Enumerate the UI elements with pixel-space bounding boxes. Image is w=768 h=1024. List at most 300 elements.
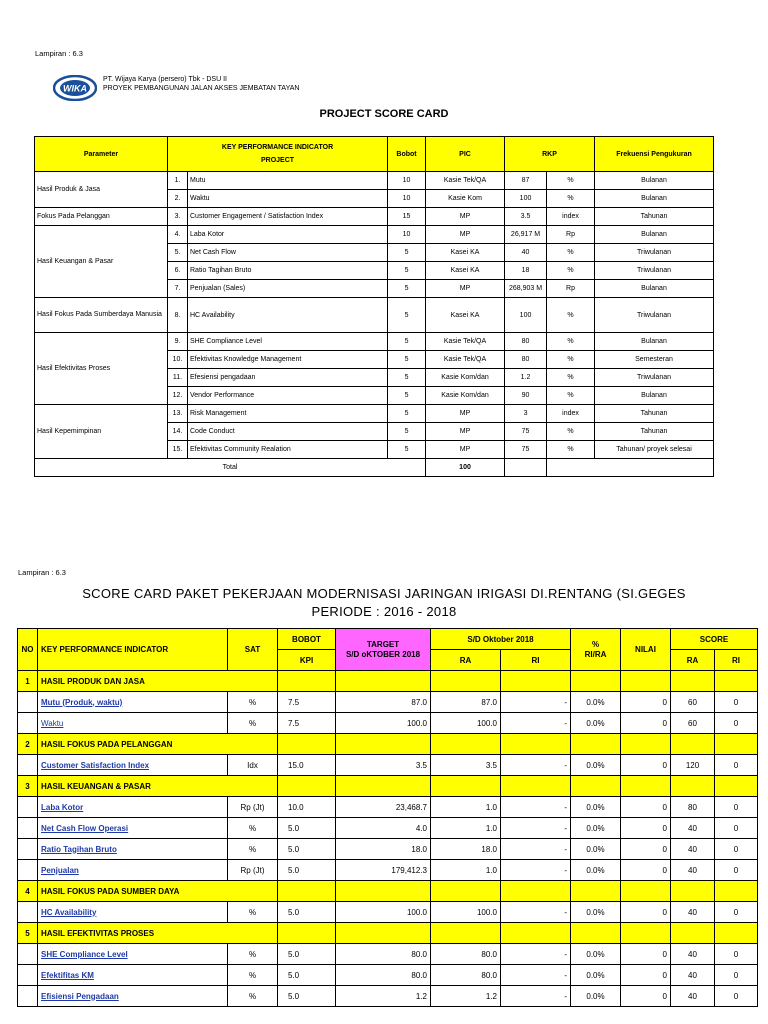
- pct-cell: 0.0%: [571, 965, 621, 986]
- pic-cell: Kasei KA: [426, 244, 505, 262]
- sat-cell: %: [228, 944, 278, 965]
- rkp-value: 90: [505, 387, 547, 405]
- pct-cell: 0.0%: [571, 860, 621, 881]
- target-cell: 3.5: [336, 755, 431, 776]
- ra-cell: 87.0: [431, 692, 501, 713]
- sat-cell: Rp (Jt): [228, 797, 278, 818]
- bobot-cell: 5: [388, 244, 426, 262]
- score-card-table: [17, 628, 758, 1007]
- rkp-value: 40: [505, 244, 547, 262]
- company-info: [103, 76, 299, 93]
- header-pic: PIC: [426, 137, 505, 172]
- header-pct: [571, 629, 621, 671]
- ra-cell: 100.0: [431, 713, 501, 734]
- pic-cell: Kasei KA: [426, 262, 505, 280]
- kpi-link[interactable]: [38, 944, 228, 965]
- rkp-value: 3: [505, 405, 547, 423]
- pic-cell: MP: [426, 280, 505, 298]
- score-ra-cell: 40: [671, 860, 715, 881]
- bobot-cell: 5: [388, 441, 426, 459]
- section-label: HASIL PRODUK DAN JASA: [38, 671, 278, 692]
- kpi-link[interactable]: [38, 755, 228, 776]
- kpi-link[interactable]: [38, 986, 228, 1007]
- pic-cell: Kasie Tek/QA: [426, 351, 505, 369]
- pic-cell: Kasie Tek/QA: [426, 333, 505, 351]
- kpi-name[interactable]: Customer Satisfaction Index: [41, 760, 150, 770]
- bobot-cell: 10: [388, 226, 426, 244]
- frekuensi-cell: Triwulanan: [595, 262, 714, 280]
- ra-cell: 1.0: [431, 818, 501, 839]
- frekuensi-cell: Tahunan: [595, 208, 714, 226]
- header-score-ra: RA: [671, 650, 715, 671]
- rkp-value: 75: [505, 441, 547, 459]
- ri-cell: -: [501, 797, 571, 818]
- sat-cell: Idx: [228, 755, 278, 776]
- section-no: 3: [18, 776, 38, 797]
- project-score-card-table: [34, 136, 714, 477]
- kpi-no: 6.: [168, 262, 188, 280]
- bobot-cell: 5.0: [278, 839, 336, 860]
- parameter-cell: Hasil Fokus Pada Sumberdaya Manusia: [35, 298, 168, 333]
- parameter-cell: Hasil Kepemimpinan: [35, 405, 168, 459]
- frekuensi-cell: Triwulanan: [595, 369, 714, 387]
- pic-cell: Kasei KA: [426, 298, 505, 333]
- section-label: HASIL EFEKTIVITAS PROSES: [38, 923, 278, 944]
- kpi-no: 10.: [168, 351, 188, 369]
- rkp-value: 80: [505, 333, 547, 351]
- header-bobot-kpi: KPI: [278, 650, 336, 671]
- ra-cell: 3.5: [431, 755, 501, 776]
- score-ra-cell: 80: [671, 797, 715, 818]
- ri-cell: -: [501, 986, 571, 1007]
- kpi-no: 9.: [168, 333, 188, 351]
- rkp-unit: %: [547, 423, 595, 441]
- pct-cell: 0.0%: [571, 692, 621, 713]
- bobot-cell: 15: [388, 208, 426, 226]
- kpi-name[interactable]: SHE Compliance Level: [41, 949, 128, 959]
- header-bobot: Bobot: [388, 137, 426, 172]
- rkp-unit: %: [547, 369, 595, 387]
- nilai-cell: 0: [621, 965, 671, 986]
- pct-cell: 0.0%: [571, 902, 621, 923]
- kpi-name[interactable]: Laba Kotor: [41, 802, 84, 812]
- table-row: [18, 818, 758, 839]
- frekuensi-cell: Bulanan: [595, 226, 714, 244]
- header-kpi: KEY PERFORMANCE INDICATOR: [38, 629, 228, 671]
- kpi-name[interactable]: Penjualan: [41, 865, 79, 875]
- nilai-cell: 0: [621, 839, 671, 860]
- pct-cell: 0.0%: [571, 755, 621, 776]
- pic-cell: Kasie Kom/dan: [426, 387, 505, 405]
- parameter-cell: Fokus Pada Pelanggan: [35, 208, 168, 226]
- nilai-cell: 0: [621, 755, 671, 776]
- score-ra-cell: 40: [671, 986, 715, 1007]
- target-cell: 1.2: [336, 986, 431, 1007]
- kpi-link[interactable]: [38, 965, 228, 986]
- pct-cell: 0.0%: [571, 713, 621, 734]
- bobot-cell: 7.5: [278, 692, 336, 713]
- kpi-name[interactable]: Waktu: [41, 718, 64, 728]
- header-ri: RI: [501, 650, 571, 671]
- rkp-value: 100: [505, 298, 547, 333]
- header-kpi-line1: KEY PERFORMANCE INDICATOR: [221, 144, 334, 151]
- kpi-name: Mutu: [188, 172, 388, 190]
- score-ri-cell: 0: [715, 986, 758, 1007]
- kpi-name: Customer Engagement / Satisfaction Index: [188, 208, 388, 226]
- frekuensi-cell: Bulanan: [595, 190, 714, 208]
- ri-cell: -: [501, 692, 571, 713]
- table-row: [18, 755, 758, 776]
- bobot-cell: 5.0: [278, 965, 336, 986]
- kpi-link[interactable]: [38, 860, 228, 881]
- header-target: [336, 629, 431, 671]
- table-row: [35, 208, 714, 226]
- table-row: [18, 797, 758, 818]
- header-pct-line2: RI/RA: [584, 649, 607, 659]
- kpi-name: Ratio Tagihan Bruto: [188, 262, 388, 280]
- rkp-unit: index: [547, 208, 595, 226]
- section-no: 5: [18, 923, 38, 944]
- pic-cell: MP: [426, 441, 505, 459]
- rkp-unit: %: [547, 262, 595, 280]
- pic-cell: MP: [426, 405, 505, 423]
- nilai-cell: 0: [621, 818, 671, 839]
- kpi-name: Risk Management: [188, 405, 388, 423]
- score-ri-cell: 0: [715, 839, 758, 860]
- score-ra-cell: 40: [671, 818, 715, 839]
- bobot-cell: 15.0: [278, 755, 336, 776]
- rkp-unit: Rp: [547, 226, 595, 244]
- kpi-name: Penjualan (Sales): [188, 280, 388, 298]
- pct-cell: 0.0%: [571, 944, 621, 965]
- score-ra-cell: 60: [671, 692, 715, 713]
- bobot-cell: 5: [388, 351, 426, 369]
- nilai-cell: 0: [621, 713, 671, 734]
- section-row: [18, 923, 758, 944]
- kpi-name: Efektivitas Community Realation: [188, 441, 388, 459]
- table-row: [18, 902, 758, 923]
- ri-cell: -: [501, 944, 571, 965]
- sat-cell: %: [228, 986, 278, 1007]
- parameter-cell: Hasil Efektivitas Proses: [35, 333, 168, 405]
- header-sd-oktober: S/D Oktober 2018: [431, 629, 571, 650]
- header-target-line2: S/D oKTOBER 2018: [345, 649, 421, 659]
- score-card-period: PERIODE : 2016 - 2018: [311, 604, 457, 619]
- target-cell: 179,412.3: [336, 860, 431, 881]
- table-row: [18, 860, 758, 881]
- section-label: HASIL KEUANGAN & PASAR: [38, 776, 278, 797]
- pct-cell: 0.0%: [571, 818, 621, 839]
- kpi-no: 12.: [168, 387, 188, 405]
- sat-cell: %: [228, 902, 278, 923]
- kpi-name[interactable]: Net Cash Flow Operasi: [41, 823, 129, 833]
- ra-cell: 1.2: [431, 986, 501, 1007]
- parameter-cell: Hasil Produk & Jasa: [35, 172, 168, 208]
- nilai-cell: 0: [621, 902, 671, 923]
- rkp-value: 75: [505, 423, 547, 441]
- rkp-unit: %: [547, 298, 595, 333]
- section-row: [18, 671, 758, 692]
- rkp-value: 80: [505, 351, 547, 369]
- score-ra-cell: 60: [671, 713, 715, 734]
- section-no: 4: [18, 881, 38, 902]
- sat-cell: %: [228, 818, 278, 839]
- score-ri-cell: 0: [715, 902, 758, 923]
- frekuensi-cell: Tahunan: [595, 405, 714, 423]
- header-kpi: [168, 137, 388, 172]
- section-label: HASIL FOKUS PADA PELANGGAN: [38, 734, 278, 755]
- section-no: 1: [18, 671, 38, 692]
- frekuensi-cell: Bulanan: [595, 333, 714, 351]
- header-bobot: BOBOT: [278, 629, 336, 650]
- header-ra: RA: [431, 650, 501, 671]
- kpi-no: 14.: [168, 423, 188, 441]
- table-header: [35, 137, 714, 172]
- kpi-name: Net Cash Flow: [188, 244, 388, 262]
- score-ri-cell: 0: [715, 692, 758, 713]
- pic-cell: MP: [426, 208, 505, 226]
- kpi-name[interactable]: Ratio Tagihan Bruto: [41, 844, 117, 854]
- rkp-unit: Rp: [547, 280, 595, 298]
- kpi-name[interactable]: Mutu (Produk, waktu): [41, 697, 123, 707]
- bobot-cell: 10: [388, 172, 426, 190]
- bobot-cell: 5: [388, 333, 426, 351]
- kpi-link[interactable]: [38, 902, 228, 923]
- table-row: [18, 965, 758, 986]
- table-row: [35, 333, 714, 351]
- pic-cell: Kasie Kom/dan: [426, 369, 505, 387]
- bobot-cell: 5.0: [278, 860, 336, 881]
- kpi-name: Code Conduct: [188, 423, 388, 441]
- kpi-name: Waktu: [188, 190, 388, 208]
- rkp-value: 18: [505, 262, 547, 280]
- score-ra-cell: 40: [671, 965, 715, 986]
- pic-cell: MP: [426, 423, 505, 441]
- kpi-no: 5.: [168, 244, 188, 262]
- kpi-name: HC Availability: [188, 298, 388, 333]
- bobot-cell: 5.0: [278, 944, 336, 965]
- rkp-unit: %: [547, 172, 595, 190]
- kpi-no: 7.: [168, 280, 188, 298]
- header-pct-line1: %: [591, 639, 600, 649]
- bobot-cell: 7.5: [278, 713, 336, 734]
- project-name: PROYEK PEMBANGUNAN JALAN AKSES JEMBATAN TAYAN: [103, 84, 300, 92]
- sat-cell: Rp (Jt): [228, 860, 278, 881]
- kpi-link[interactable]: [38, 839, 228, 860]
- bobot-cell: 5: [388, 262, 426, 280]
- table-row: [35, 405, 714, 423]
- section-row: [18, 734, 758, 755]
- pct-cell: 0.0%: [571, 797, 621, 818]
- rkp-unit: %: [547, 351, 595, 369]
- nilai-cell: 0: [621, 986, 671, 1007]
- total-value: 100: [426, 459, 505, 477]
- kpi-no: 15.: [168, 441, 188, 459]
- ra-cell: 80.0: [431, 965, 501, 986]
- svg-text:WIKA: WIKA: [63, 83, 87, 94]
- pct-cell: 0.0%: [571, 986, 621, 1007]
- score-ra-cell: 40: [671, 839, 715, 860]
- table-row: [18, 839, 758, 860]
- kpi-name: Efektivitas Knowledge Management: [188, 351, 388, 369]
- sat-cell: %: [228, 713, 278, 734]
- nilai-cell: 0: [621, 860, 671, 881]
- score-ri-cell: 0: [715, 713, 758, 734]
- ri-cell: -: [501, 965, 571, 986]
- lampiran-label-2: Lampiran : 6.3: [18, 568, 66, 577]
- ri-cell: -: [501, 902, 571, 923]
- score-header-row-1: [18, 629, 758, 650]
- bobot-cell: 5: [388, 298, 426, 333]
- ra-cell: 1.0: [431, 860, 501, 881]
- table-row: [18, 713, 758, 734]
- bobot-cell: 5.0: [278, 902, 336, 923]
- header-parameter: Parameter: [35, 137, 168, 172]
- kpi-link[interactable]: [38, 818, 228, 839]
- bobot-cell: 10.0: [278, 797, 336, 818]
- score-ri-cell: 0: [715, 965, 758, 986]
- kpi-link[interactable]: [38, 692, 228, 713]
- total-row: [35, 459, 714, 477]
- bobot-cell: 5: [388, 423, 426, 441]
- header-rkp: RKP: [505, 137, 595, 172]
- score-ra-cell: 40: [671, 902, 715, 923]
- kpi-name[interactable]: Efisiensi Pengadaan: [41, 991, 119, 1001]
- header-score: SCORE: [671, 629, 758, 650]
- ri-cell: -: [501, 839, 571, 860]
- ra-cell: 18.0: [431, 839, 501, 860]
- table-row: [35, 226, 714, 244]
- kpi-name: SHE Compliance Level: [188, 333, 388, 351]
- ri-cell: -: [501, 713, 571, 734]
- score-ri-cell: 0: [715, 818, 758, 839]
- table-row: [18, 986, 758, 1007]
- pic-cell: Kasie Tek/QA: [426, 172, 505, 190]
- section-no: 2: [18, 734, 38, 755]
- pic-cell: MP: [426, 226, 505, 244]
- kpi-no: 11.: [168, 369, 188, 387]
- target-cell: 80.0: [336, 965, 431, 986]
- bobot-cell: 5: [388, 369, 426, 387]
- ri-cell: -: [501, 818, 571, 839]
- frekuensi-cell: Bulanan: [595, 387, 714, 405]
- table-row: [18, 692, 758, 713]
- kpi-no: 13.: [168, 405, 188, 423]
- bobot-cell: 5: [388, 405, 426, 423]
- frekuensi-cell: Triwulanan: [595, 244, 714, 262]
- kpi-link[interactable]: [38, 797, 228, 818]
- bobot-cell: 5: [388, 387, 426, 405]
- kpi-name[interactable]: HC Availability: [41, 907, 97, 917]
- section-row: [18, 776, 758, 797]
- kpi-link[interactable]: [38, 713, 228, 734]
- kpi-no: 8.: [168, 298, 188, 333]
- header-frekuensi: Frekuensi Pengukuran: [595, 137, 714, 172]
- score-ra-cell: 120: [671, 755, 715, 776]
- header-score-ri: RI: [715, 650, 758, 671]
- kpi-name: Efesiensi pengadaan: [188, 369, 388, 387]
- rkp-unit: %: [547, 387, 595, 405]
- pic-cell: Kasie Kom: [426, 190, 505, 208]
- ri-cell: -: [501, 755, 571, 776]
- table-row: [35, 298, 714, 333]
- kpi-no: 2.: [168, 190, 188, 208]
- sat-cell: %: [228, 839, 278, 860]
- bobot-cell: 5.0: [278, 986, 336, 1007]
- nilai-cell: 0: [621, 692, 671, 713]
- score-card-title: SCORE CARD PAKET PEKERJAAN MODERNISASI JARINGAN IRIGASI DI.RENTANG (SI.GEGES: [82, 586, 686, 601]
- company-name: PT. Wijaya Karya (persero) Tbk - DSU II: [103, 76, 227, 83]
- ra-cell: 100.0: [431, 902, 501, 923]
- frekuensi-cell: Bulanan: [595, 172, 714, 190]
- header-no: NO: [18, 629, 38, 671]
- wika-logo-icon: [53, 75, 97, 101]
- ri-cell: -: [501, 860, 571, 881]
- target-cell: 100.0: [336, 902, 431, 923]
- score-ri-cell: 0: [715, 755, 758, 776]
- kpi-no: 4.: [168, 226, 188, 244]
- header-sat: SAT: [228, 629, 278, 671]
- header-nilai: NILAI: [621, 629, 671, 671]
- total-label: Total: [35, 459, 426, 477]
- table-row: [35, 172, 714, 190]
- kpi-no: 1.: [168, 172, 188, 190]
- frekuensi-cell: Triwulanan: [595, 298, 714, 333]
- ra-cell: 80.0: [431, 944, 501, 965]
- target-cell: 100.0: [336, 713, 431, 734]
- kpi-no: 3.: [168, 208, 188, 226]
- rkp-value: 100: [505, 190, 547, 208]
- header-kpi-line2: PROJECT: [260, 157, 295, 164]
- target-cell: 87.0: [336, 692, 431, 713]
- kpi-name: Laba Kotor: [188, 226, 388, 244]
- rkp-value: 87: [505, 172, 547, 190]
- rkp-value: 26,917 M: [505, 226, 547, 244]
- project-score-card-title: PROJECT SCORE CARD: [319, 108, 449, 120]
- bobot-cell: 10: [388, 190, 426, 208]
- pct-cell: 0.0%: [571, 839, 621, 860]
- frekuensi-cell: Tahunan/ proyek selesai: [595, 441, 714, 459]
- section-label: HASIL FOKUS PADA SUMBER DAYA: [38, 881, 278, 902]
- rkp-unit: %: [547, 244, 595, 262]
- frekuensi-cell: Bulanan: [595, 280, 714, 298]
- table-row: [18, 944, 758, 965]
- nilai-cell: 0: [621, 944, 671, 965]
- sat-cell: %: [228, 965, 278, 986]
- score-ri-cell: 0: [715, 944, 758, 965]
- rkp-value: 1.2: [505, 369, 547, 387]
- rkp-value: 268,903 M: [505, 280, 547, 298]
- rkp-value: 3.5: [505, 208, 547, 226]
- target-cell: 80.0: [336, 944, 431, 965]
- target-cell: 23,468.7: [336, 797, 431, 818]
- ra-cell: 1.0: [431, 797, 501, 818]
- header-target-line1: TARGET: [366, 639, 400, 649]
- parameter-cell: Hasil Keuangan & Pasar: [35, 226, 168, 298]
- rkp-unit: %: [547, 333, 595, 351]
- frekuensi-cell: Semesteran: [595, 351, 714, 369]
- rkp-unit: %: [547, 441, 595, 459]
- score-ri-cell: 0: [715, 860, 758, 881]
- bobot-cell: 5: [388, 280, 426, 298]
- frekuensi-cell: Tahunan: [595, 423, 714, 441]
- nilai-cell: 0: [621, 797, 671, 818]
- rkp-unit: index: [547, 405, 595, 423]
- kpi-name[interactable]: Efektifitas KM: [41, 970, 94, 980]
- target-cell: 4.0: [336, 818, 431, 839]
- sat-cell: %: [228, 692, 278, 713]
- section-row: [18, 881, 758, 902]
